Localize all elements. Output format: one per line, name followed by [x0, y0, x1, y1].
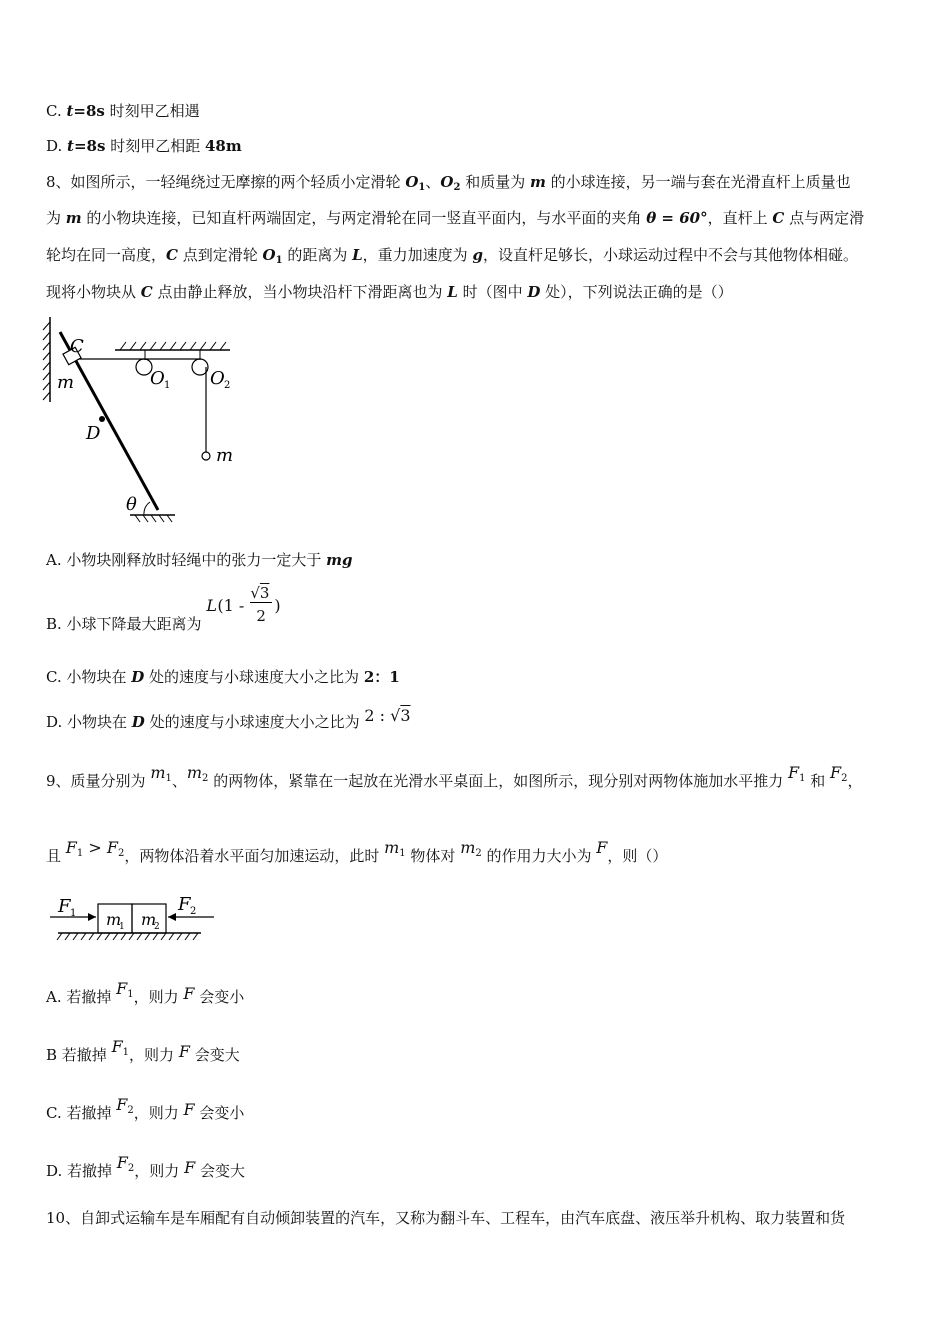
q9-line1: 9、质量分别为 $m_1$、$m_2$ 的两物体，紧靠在一起放在光滑水平桌面上，如图所示，现分别对两物体施加水平推力 $F_1$ 和 $F_2$，	[46, 763, 863, 790]
q9-blocks-diagram	[46, 888, 216, 946]
q8-option-b[interactable]: B. 小球下降最大距离为 L (1 - √3 2 )	[46, 584, 281, 633]
q8-option-c[interactable]: C. 小物块在 D 处的速度与小球速度大小之比为 2：1	[46, 668, 400, 686]
q10-line1: 10、自卸式运输车是车厢配有自动倾卸装置的汽车，又称为翻斗车、工程车，由汽车底盘、液压举升机构、取力装置和货	[46, 1209, 846, 1227]
q8-line3: 轮均在同一高度，C 点到定滑轮 $O_1$ 的距离为 L，重力加速度为 g，设直杆足够长，小球运动过程中不会与其他物体相碰。	[46, 246, 858, 266]
option-c-prev: C. t=8s 时刻甲乙相遇	[46, 102, 200, 120]
svg-text:D: D	[86, 423, 101, 444]
svg-text:O: O	[210, 368, 225, 389]
svg-text:F: F	[178, 894, 191, 915]
q9-option-b[interactable]: B 若撤掉 $F_1$，则力 F 会变大	[46, 1037, 240, 1064]
q8-option-d[interactable]: D. 小物块在 D 处的速度与小球速度大小之比为 2 : √3	[46, 706, 411, 731]
svg-text:1: 1	[164, 380, 171, 391]
svg-text:m: m	[106, 910, 122, 929]
q8-line4: 现将小物块从 C 点由静止释放，当小物块沿杆下滑距离也为 L 时（图中 D 处），下列说法正确的是（）	[46, 283, 733, 301]
svg-text:m: m	[141, 910, 157, 929]
q9-option-d[interactable]: D. 若撤掉 $F_2$，则力 F 会变大	[46, 1153, 245, 1180]
svg-text:θ: θ	[126, 494, 137, 515]
q9-option-a[interactable]: A. 若撤掉 $F_1$，则力 F 会变小	[46, 979, 245, 1006]
option-d-prev: D. t=8s 时刻甲乙相距 48m	[46, 137, 242, 155]
q8-option-a[interactable]: A. 小物块刚释放时轻绳中的张力一定大于 mg	[46, 551, 353, 569]
svg-text:O: O	[150, 368, 165, 389]
svg-text:m: m	[216, 445, 234, 466]
svg-text:2: 2	[154, 922, 160, 932]
q9-line2: 且 $F_1 > F_2$，两物体沿着水平面匀加速运动，此时 $m_1$ 物体对 $m_2$ 的作用力大小为 F，则（）	[46, 838, 668, 865]
q9-option-c[interactable]: C. 若撤掉 $F_2$，则力 F 会变小	[46, 1095, 245, 1122]
svg-text:1: 1	[119, 922, 125, 932]
q8-pulley-diagram	[40, 312, 260, 527]
svg-text:2: 2	[190, 906, 197, 917]
q8-line2: 为 m 的小物块连接，已知直杆两端固定，与两定滑轮在同一竖直平面内，与水平面的夹角 θ = 60°，直杆上 C 点与两定滑	[46, 209, 865, 227]
svg-text:2: 2	[224, 380, 231, 391]
svg-text:1: 1	[70, 908, 77, 919]
q8-line1: 8、如图所示，一轻绳绕过无摩擦的两个轻质小定滑轮 $O_1$、$O_2$ 和质量为 m 的小球连接，另一端与套在光滑直杆上质量也	[46, 173, 851, 193]
svg-text:C: C	[70, 336, 84, 357]
svg-text:m: m	[57, 372, 75, 393]
svg-text:F: F	[58, 896, 71, 917]
